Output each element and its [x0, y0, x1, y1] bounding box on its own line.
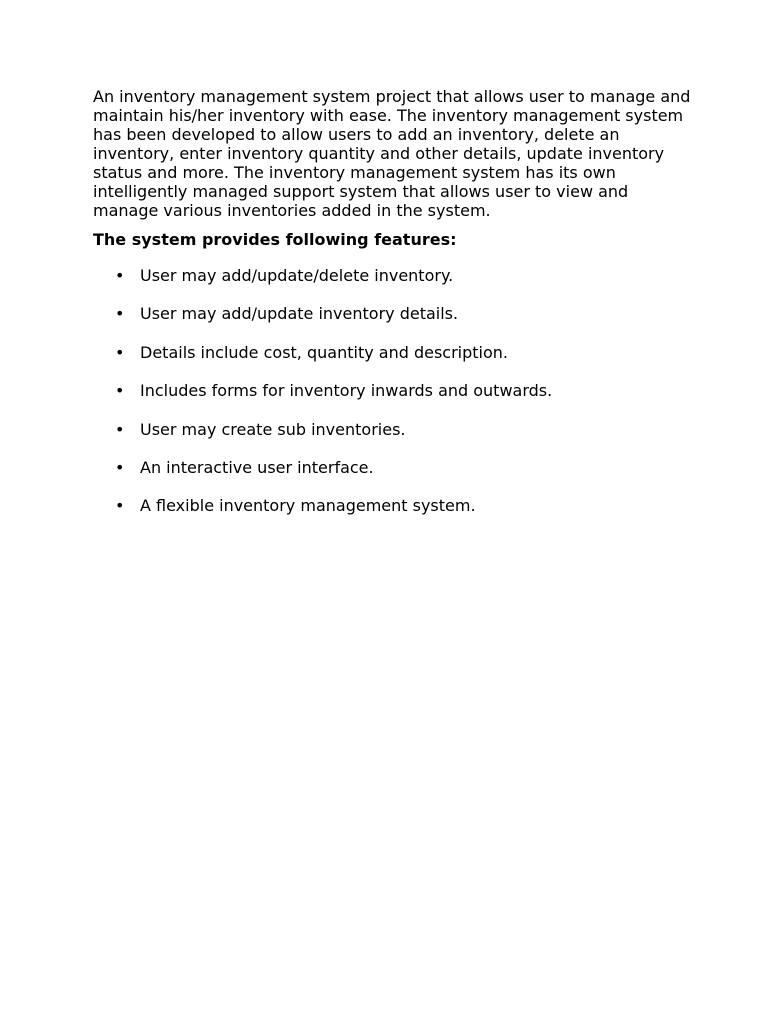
list-item-text: A flexible inventory management system. — [140, 496, 476, 516]
list-item — [93, 494, 693, 518]
list-item — [93, 264, 693, 288]
list-item — [93, 418, 693, 442]
list-item-text: User may create sub inventories. — [140, 419, 406, 439]
bullet-icon: • — [115, 419, 125, 439]
list-item — [93, 379, 693, 403]
feature-list — [93, 264, 693, 518]
list-item-text: User may add/update/delete inventory. — [140, 266, 454, 285]
list-item — [93, 456, 693, 480]
bullet-icon: • — [115, 457, 125, 477]
list-item-text: Details include cost, quantity and description. — [140, 342, 508, 362]
list-item-text: An interactive user interface. — [140, 457, 374, 477]
bullet-icon: • — [115, 496, 125, 516]
list-item-text: Includes forms for inventory inwards and outwards. — [140, 381, 553, 401]
list-item — [93, 341, 693, 365]
bullet-icon: • — [115, 304, 125, 324]
bullet-icon: • — [115, 381, 125, 401]
intro-paragraph: An inventory management system project that allows user to manage and maintain his/her inventory with ease. The inventory management system has been developed to allow users to add an inventory, delete an inventory, enter inventory quantity and other details, update inventory status and more. The inventory management system has its own intelligently managed support system that allows user to view and manage various inventories added in the system. — [93, 87, 691, 220]
features-heading: The system provides following features: — [93, 230, 457, 249]
list-item — [93, 302, 693, 326]
bullet-icon: • — [115, 266, 125, 285]
document-page — [93, 87, 693, 533]
bullet-icon: • — [115, 342, 125, 362]
list-item-text: User may add/update inventory details. — [140, 304, 459, 324]
